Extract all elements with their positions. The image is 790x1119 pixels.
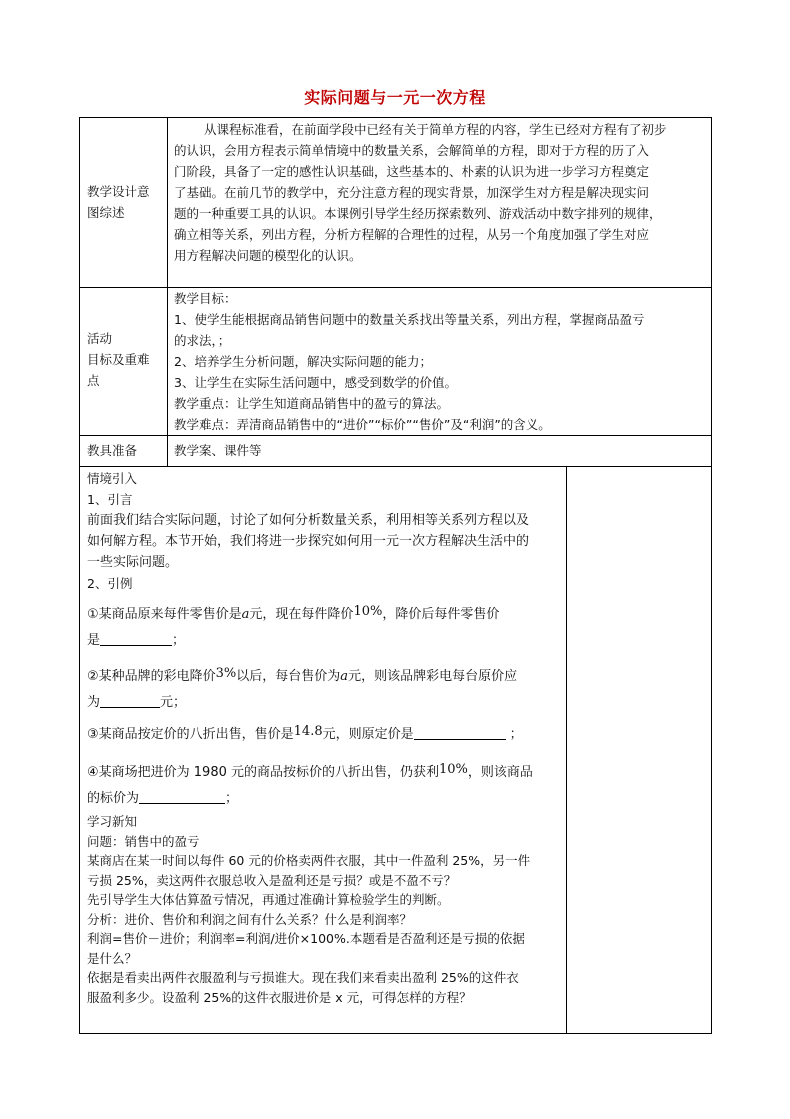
goals-label: 活动 目标及重难 点 xyxy=(87,331,150,388)
row-divider xyxy=(80,466,711,467)
intro-heading: 情境引入 xyxy=(87,471,138,486)
intro-subheading: 1、引言 xyxy=(87,492,133,507)
row-divider xyxy=(80,435,711,436)
goals-content: 教学目标： 1、使学生能根据商品销售问题中的数量关系找出等量关系，列出方程，掌握商品盈亏 的求法，； 2、培养学生分析问题，解决实际问题的能力； 3、让学生在实际生活问题中，感受到数学的价值。 教学重点：让学生知道商品销售中的盈亏的算法。 教学难点：弄清商品销售中的“进价”“标价”“售价”及“利润”的含义。 xyxy=(174,291,645,432)
materials-value: 教学案、课件等 xyxy=(174,443,262,458)
design-label: 教学设计意 图综述 xyxy=(87,184,150,220)
column-divider xyxy=(566,466,567,1033)
example-3: ③某商品按定价的八折出售，售价是14.8元，则原定价是 ； xyxy=(87,724,523,742)
example-4: ④某商场把进价为 1980 元的商品按标价的八折出售，仍获利10%，则该商品 的标价为 ； xyxy=(87,762,533,806)
new-knowledge-heading: 学习新知 xyxy=(87,814,138,829)
column-divider xyxy=(167,118,168,466)
page-title: 实际问题与一元一次方程 xyxy=(304,88,486,107)
design-description: 从课程标准看，在前面学段中已经有关于简单方程的内容，学生已经对方程有了初步 的认识，会用方程表示简单情境中的数量关系，会解简单的方程，即对于方程的历了入 门阶段，具备了一定的感性认识基础，这些基本的、朴素的认识为进一步学习方程奠定 了基础。在前几节的教学中，充分注意方程的现实背景，加深学生对方程是解决现实问 题的一种重要工具的认识。本课例引导学生经历探索数列、游戏活动中数字排列的规律， 确立相等关系，列出方程，分析方程解的合理性的过程，从另一个角度加强了学生对应 用方程解决问题的模型化的认识。 xyxy=(174,122,667,263)
answer-blank[interactable] xyxy=(100,631,172,646)
question-title: 问题：销售中的盈亏 xyxy=(87,833,200,849)
answer-blank[interactable] xyxy=(139,789,225,804)
example-1: ①某商品原来每件零售价是a元，现在每件降价10%，降价后每件零售价 是 ； xyxy=(87,604,500,648)
materials-label: 教具准备 xyxy=(87,443,138,458)
example-2: ②某种品牌的彩电降价3%以后，每台售价为a元，则该品牌彩电每台原价应 为 元； xyxy=(87,666,518,710)
lesson-plan-table xyxy=(79,117,712,1034)
answer-blank[interactable] xyxy=(414,725,506,740)
notes-column xyxy=(568,468,708,1028)
example-subheading: 2、引例 xyxy=(87,576,133,591)
answer-blank[interactable] xyxy=(100,693,160,708)
process-content: 情境引入 1、引言 前面我们结合实际问题，讨论了如何分析数量关系，利用相等关系列方程以及 如何解方程。本节开始，我们将进一步探究如何用一元一次方程解决生活中的 一些实际问题。 2、引例 ①某商品原来每件零售价是a元，现在每件降价10%，降价后每件零售价 是 ； ②某种品牌的彩电降价3%以后，每台售价为a元，则该品牌彩电每台原价应 为 元； ③某商品按定价的八折出售，售价是14.8元，则原定价是 ； ④某商场把进价为 1980 元的商品按标价的八折出售，仍获利10%，则该商品 的标价为 ； 学习新知 问题：销售中的盈亏 某商店在某一时间以每件 60 元的价格卖两件衣服，其中一件盈利 25%，另一件 亏损 25%，卖这两件衣服总收入是盈利还是亏损？或是不盈不亏？ 先引导学生大体估算盈亏情况，再通过准确计算检验学生的判断。 分析：进价、售价和利润之间有什么关系？什么是利润率？ 利润=售价－进价；利润率=利润/进价×100%.本题看是否盈利还是亏损的依据 是什么？ 依据是看卖出两件衣服盈利与亏损谁大。现在我们来看卖出盈利 25%的这件衣 服盈利多少。设盈利 25%的这件衣服进价是 x 元，可得怎样的方程？ xyxy=(87,468,563,1007)
